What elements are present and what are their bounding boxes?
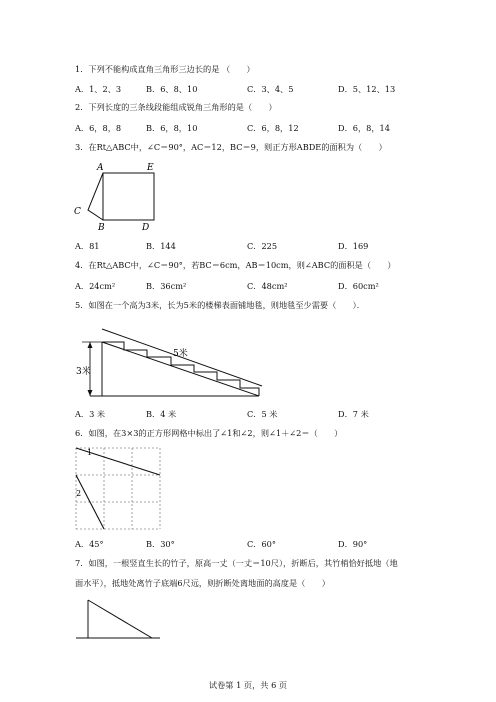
label-d: D — [142, 223, 150, 232]
label-b: B — [98, 223, 105, 232]
staircase-figure — [74, 322, 270, 400]
option-d: D．5、12、13 — [338, 84, 396, 94]
label-e: E — [147, 163, 154, 173]
question-7-stem: 7．如图，一根竖直生长的竹子，原高一丈（一丈＝10尺），折断后，其竹梢恰好抵地（地 — [75, 558, 398, 568]
option-d: D．6，8，14 — [338, 123, 390, 133]
option-b: B．144 — [146, 241, 176, 251]
question-4-stem: 4．在Rt△ABC中，∠C＝90°，若BC＝6cm，AB＝10cm，则∠ABC的面积是（ ） — [75, 260, 396, 270]
option-b: B．4 米 — [146, 409, 177, 419]
length-label: 5米 — [173, 349, 188, 359]
question-1-stem: 1．下列不能构成直角三角形三边长的是 （ ） — [75, 64, 255, 74]
page-footer: 试卷第 1 页，共 6 页 — [208, 680, 288, 690]
option-a: A．45° — [75, 539, 104, 549]
option-c: C．225 — [247, 241, 278, 251]
angle-1-label: 1 — [87, 448, 93, 457]
question-6-stem: 6．如图，在3×3的正方形网格中标出了∠1和∠2，则∠1＋∠2＝（ ） — [75, 428, 343, 438]
option-b: B．30° — [146, 539, 175, 549]
option-c: C．3、4、5 — [247, 84, 294, 94]
option-d: D．7 米 — [338, 409, 369, 419]
bamboo-figure — [74, 596, 162, 642]
option-a: A．81 — [75, 241, 100, 251]
option-d: D．169 — [338, 241, 369, 251]
option-a: A．3 米 — [75, 409, 106, 419]
question-2-stem: 2．下列长度的三条线段能组成锐角三角形的是（ ） — [75, 102, 277, 112]
square-on-hypotenuse-figure — [70, 158, 160, 232]
option-c: C．48cm² — [247, 281, 288, 291]
label-c: C — [74, 207, 81, 217]
option-c: C．60° — [247, 539, 276, 549]
question-7-stem-continued: 面水平），抵地处离竹子底端6尺远，则折断处离地面的高度是（ ） — [75, 578, 330, 588]
option-c: C．5 米 — [247, 409, 278, 419]
height-label: 3米 — [76, 367, 91, 377]
option-b: B．6、8、10 — [146, 84, 198, 94]
option-b: B．36cm² — [146, 281, 187, 291]
option-a: A．6，8，8 — [75, 123, 122, 133]
option-b: B．6，8，10 — [146, 123, 198, 133]
question-3-stem: 3．在Rt△ABC中，∠C＝90°，AC＝12，BC＝9，则正方形ABDE的面积为（ ） — [75, 142, 387, 152]
option-d: D．60cm² — [338, 281, 379, 291]
question-5-stem: 5．如图在一个高为3米，长为5米的楼梯表面铺地毯，则地毯至少需要（ ）． — [75, 300, 365, 310]
label-a: A — [97, 163, 104, 173]
angle-2-label: 2 — [76, 489, 82, 498]
option-d: D．90° — [338, 539, 368, 549]
option-c: C．6，8，12 — [247, 123, 299, 133]
grid-figure — [72, 444, 164, 532]
option-a: A．24cm² — [75, 281, 116, 291]
option-a: A．1、2、3 — [75, 84, 122, 94]
